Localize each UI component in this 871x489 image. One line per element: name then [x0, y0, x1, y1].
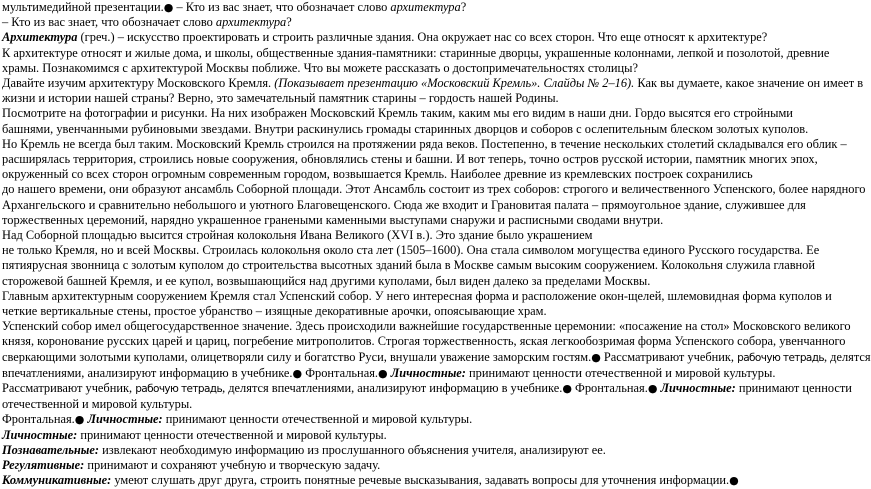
text-line — [2, 61, 813, 76]
text-segment: (греч.) – искусство проектировать и строить различные здания. Она окружает нас со всех сторон. Что еще относят к архитектуре? — [77, 30, 768, 45]
bullet-dot-icon: ● — [729, 474, 739, 488]
text-segment: Личностные: — [390, 365, 466, 380]
text-segment: мультимедийной презентации. — [2, 0, 164, 14]
text-segment: (Показывает презентацию «Московский Кремль». Слайды № 2–16). — [274, 76, 635, 91]
text-line — [2, 0, 813, 15]
text-segment: Над Соборной площадью высится стройная колокольня Ивана Великого (XVI в.). Это здание было украшением — [2, 228, 593, 243]
text-segment: умеют слушать друг друга, строить понятные речевые высказывания, задавать вопросы для уточнения информации. — [111, 473, 730, 488]
text-segment: архитектура — [390, 0, 461, 14]
text-line — [2, 136, 847, 152]
text-line — [2, 458, 813, 473]
text-segment: впечатлениями, анализируют информацию в учебнике. — [2, 365, 293, 380]
text-segment: пятиярусная звонница с золотым куполом до строительства высотных зданий была в Москве самым высоким сооружением. Колокольня служила главной — [2, 258, 815, 273]
text-segment: до нашего времени, они образуют ансамбль Соборной площади. Этот Ансамбль состоит из трех соборов: строгого и величественного Успенского, более нарядного — [2, 182, 866, 197]
handwritten-text: рабочую тетрадь — [737, 351, 824, 364]
text-line — [2, 366, 813, 381]
text-segment: , делятся впечатлениями, анализируют информацию в учебнике. — [222, 381, 563, 396]
text-segment: – Кто из вас знает, что обозначает слово — [2, 15, 216, 30]
text-line — [2, 288, 832, 304]
text-segment: Личностные: — [660, 381, 736, 396]
text-segment: не только Кремля, но и всей Москвы. Строилась колокольня около ста лет (1505–1600). Она стала символом могущества единого Русского государства. Ее — [2, 243, 820, 258]
text-segment: ? — [286, 15, 292, 30]
bullet-dot-icon: ● — [292, 366, 303, 380]
text-segment: извлекают необходимую информацию из прослушанного объяснения учителя, анализируют ее. — [99, 442, 606, 457]
text-segment: Давайте изучим архитектуру Московского Кремля. — [2, 76, 275, 91]
text-segment: князя, коронование русских царей и цариц, погребение митрополитов. Строгая торжественность, яская легкообозримая форма Успенского собора, увенчанного — [2, 334, 846, 349]
text-segment: Фронтальная. — [571, 381, 648, 396]
text-segment: окруженный со всех сторон огромным современным городом, возвышается Кремль. Наиболее древние из кремлевских построек сохранились — [2, 167, 753, 182]
text-line — [2, 397, 813, 412]
text-line — [2, 334, 846, 349]
text-line — [2, 91, 813, 106]
text-line — [2, 106, 813, 121]
text-segment: архитектура — [215, 15, 287, 30]
text-line — [2, 412, 813, 427]
text-segment: жизни и истории нашей страны? Верно, это замечательный памятник старины – гордость нашей Родины. — [2, 91, 559, 106]
text-segment: ? — [460, 0, 467, 14]
text-line — [2, 243, 820, 258]
text-segment: Главным архитектурным сооружением Кремля стал Успенский собор. У него интересная форма и расположение окон-щелей, шлемовидная форма куполов и — [2, 288, 832, 303]
text-segment: принимают ценности отечественной и мировой культуры. — [162, 412, 473, 427]
text-segment: Коммуникативные: — [2, 473, 112, 488]
text-segment: Успенский собор имел общегосударственное значение. Здесь происходили важнейшие государственные церемонии: «посажение на стол» Московского великого — [2, 319, 851, 334]
text-line — [2, 182, 866, 197]
text-line — [2, 167, 813, 182]
text-line — [2, 15, 813, 30]
bullet-dot-icon: ● — [562, 382, 572, 396]
text-segment: расширялась территория, строились новые сооружения, обновлялись стены и башни. И вот теперь, точно остров русской истории, памятник многих эпох, — [2, 152, 818, 167]
text-segment: торжественных церемоний, нарядно украшенное гранеными каменными выступами снаружи и расписными сводами внутри. — [2, 212, 664, 227]
text-line — [2, 122, 813, 137]
bullet-dot-icon: ● — [591, 350, 601, 364]
text-line — [2, 198, 813, 213]
bullet-dot-icon: ● — [378, 366, 388, 380]
text-line — [2, 152, 818, 167]
bullet-dot-icon: ● — [163, 1, 174, 14]
text-segment: принимают ценности отечественной и мировой культуры. — [465, 365, 776, 380]
text-segment: Личностные: — [2, 427, 78, 442]
text-line — [2, 349, 871, 366]
text-line — [2, 45, 830, 61]
text-segment: Фронтальная. — [2, 412, 75, 427]
text-segment: Архитектура — [2, 30, 78, 45]
text-segment: принимают ценности отечественной и мировой культуры. — [77, 427, 387, 442]
text-line — [2, 213, 813, 228]
text-segment: Рассматривают учебник, — [2, 381, 136, 396]
text-segment: , делятся — [823, 349, 871, 364]
text-line — [2, 381, 852, 397]
text-segment: четкие вертикальные стены, простое убранство – изящные декоративные арочки, опоясывающие храм. — [2, 304, 547, 319]
text-segment: храмы. Познакомимся с архитектурой Москвы поближе. Что вы можете рассказать о достопримечательностях столицы? — [2, 60, 638, 75]
text-line — [2, 428, 813, 443]
text-line — [2, 319, 851, 334]
text-segment: Архангельского и сравнительно небольшого и уютного Благовещенского. Сюда же входит и Грановитая палата – прямоугольное здание, служившее для — [2, 197, 806, 212]
text-segment: принимают ценности — [735, 381, 852, 396]
text-segment: К архитектуре относят и жилые дома, и школы, общественные здания-памятники: старинные дворцы, украшенные колоннами, лепкой и позолотой, древние — [2, 45, 830, 60]
text-segment: – Кто из вас знает, что обозначает слово — [173, 0, 391, 14]
text-segment: сторожевой башней Кремля, и ее купол, возвышающийся над другими куполами, был виден далеко за пределами Москвы. — [2, 273, 651, 288]
text-segment: сверкающими золотыми куполами, олицетворяли силу и богатство Руси, внушали уважение заморским гостям. — [2, 349, 592, 364]
text-line — [2, 228, 813, 243]
text-line — [2, 30, 813, 45]
text-segment: башнями, увенчанными рубиновыми звездами. Внутри раскинулись громады старинных дворцов и соборов с ослепительным блеском золотых куполов. — [2, 121, 809, 136]
bullet-dot-icon: ● — [647, 382, 658, 396]
text-segment: Фронтальная. — [302, 365, 378, 380]
handwritten-text: рабочую тетрадь — [135, 383, 223, 396]
bullet-dot-icon: ● — [74, 413, 85, 427]
text-segment: Познавательные: — [2, 442, 100, 457]
text-segment: Личностные: — [87, 412, 163, 427]
text-line — [2, 443, 813, 458]
text-segment: Регулятивные: — [2, 458, 85, 473]
text-segment: Но Кремль не всегда был таким. Московский Кремль строился на протяжении ряда веков. Постепенно, в течение нескольких столетий складывался его облик – — [2, 136, 847, 151]
text-segment: отечественной и мировой культуры. — [2, 397, 193, 412]
text-segment: принимают и сохраняют учебную и творческую задачу. — [84, 458, 381, 473]
text-line — [2, 76, 864, 91]
text-segment: Рассматривают учебник, — [600, 349, 738, 364]
text-line — [2, 473, 813, 488]
text-line — [2, 258, 813, 273]
text-segment: Посмотрите на фотографии и рисунки. На них изображен Московский Кремль таким, каким мы его видим в наши дни. Гордо высятся его стройными — [2, 106, 793, 121]
text-segment: Как вы думаете, какое значение он имеет в — [634, 76, 864, 91]
text-line — [2, 304, 813, 319]
text-line — [2, 274, 813, 289]
